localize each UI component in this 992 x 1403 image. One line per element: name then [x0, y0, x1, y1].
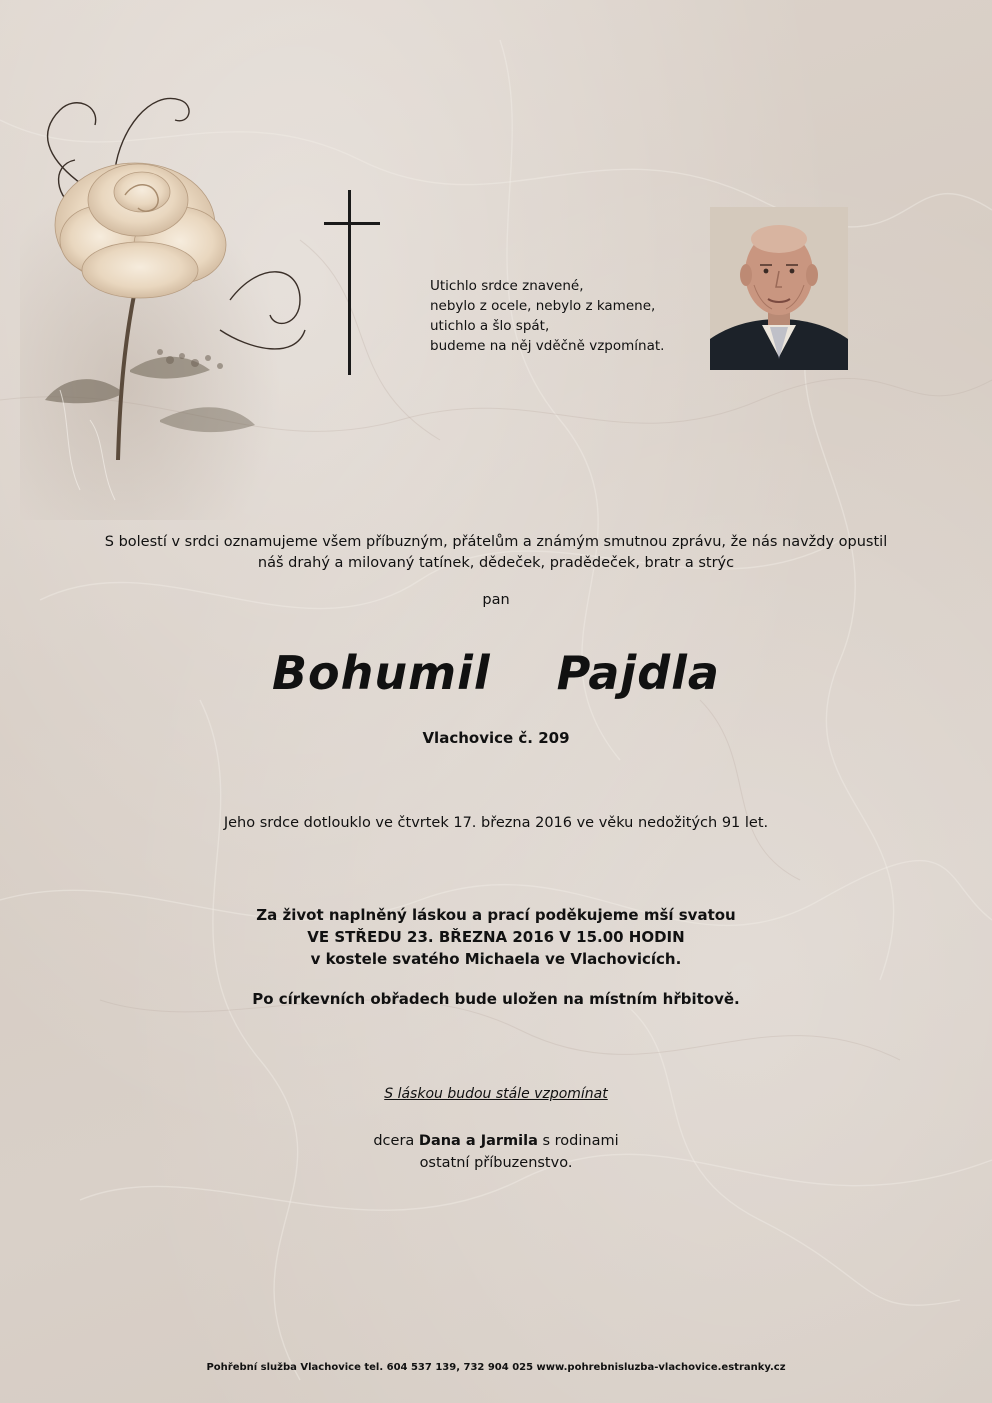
poem-line: nebylo z ocele, nebylo z kamene, — [430, 298, 656, 314]
family-suffix: s rodinami — [542, 1133, 619, 1149]
family-line-1 — [0, 1130, 992, 1152]
family-mourners — [0, 1130, 992, 1174]
announcement-text — [0, 532, 992, 574]
deceased-name: Bohumil Pajdla — [272, 646, 720, 700]
title-word: pan — [482, 592, 510, 608]
funeral-line-3: v kostele svatého Michaela ve Vlachovicích. — [310, 950, 682, 968]
family-prefix: dcera — [373, 1133, 415, 1149]
death-notice: Jeho srdce dotlouklo ve čtvrtek 17. března 2016 ve věku nedožitých 91 let. — [223, 815, 769, 831]
deceased-address: Vlachovice č. 209 — [422, 729, 570, 747]
portrait-photo — [710, 207, 848, 370]
family-line-2: ostatní příbuzenstvo. — [419, 1155, 573, 1171]
rose-decoration — [20, 60, 320, 520]
memorial-poem — [430, 276, 690, 356]
poem-line: budeme na něj vděčně vzpomínat. — [430, 338, 665, 354]
memory-heading: S láskou budou stále vzpomínat — [384, 1086, 608, 1102]
announcement-line-2: náš drahý a milovaný tatínek, dědeček, pradědeček, bratr a strýc — [257, 555, 735, 571]
funeral-line-1: Za život naplněný láskou a prací poděkujeme mší svatou — [256, 906, 736, 924]
family-names: Dana a Jarmila — [418, 1133, 538, 1149]
announcement-line-1: S bolestí v srdci oznamujeme všem příbuzným, přátelům a známým smutnou zprávu, že nás navždy opustil — [104, 534, 888, 550]
burial-info: Po církevních obřadech bude uložen na místním hřbitově. — [252, 990, 740, 1008]
cross-icon — [320, 190, 384, 375]
funeral-info — [0, 904, 992, 970]
funeral-service-footer: Pohřební služba Vlachovice tel. 604 537 139, 732 904 025 www.pohrebnisluzba-vlachovice.estranky.cz — [206, 1362, 786, 1373]
funeral-line-2: VE STŘEDU 23. BŘEZNA 2016 V 15.00 HODIN — [307, 928, 685, 946]
poem-line: utichlo a šlo spát, — [430, 318, 550, 334]
poem-line: Utichlo srdce znavené, — [430, 278, 584, 294]
